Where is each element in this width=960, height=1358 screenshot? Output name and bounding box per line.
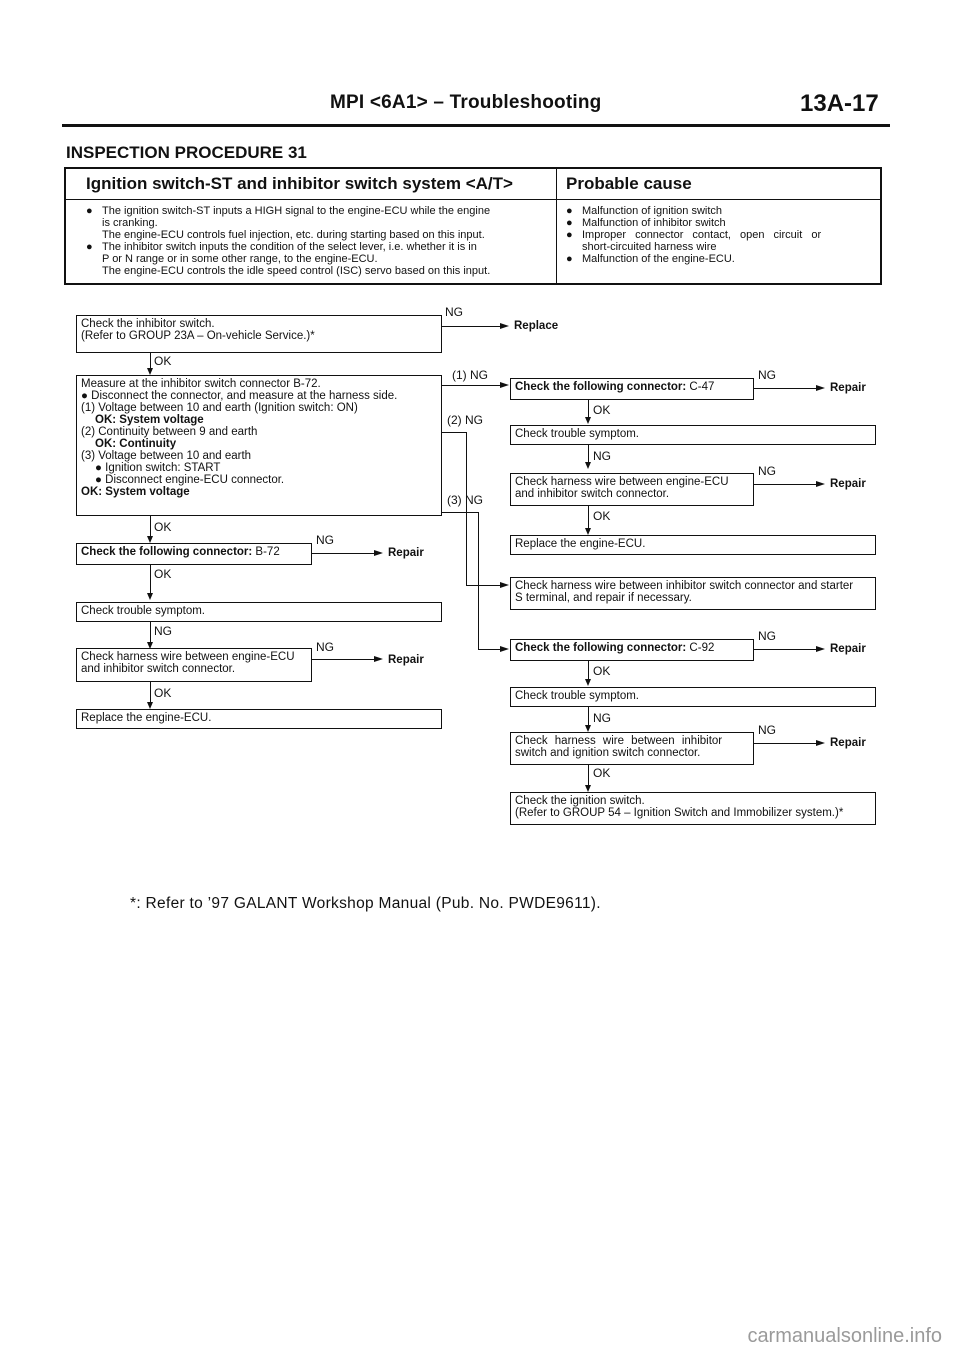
connector-line (588, 506, 589, 528)
arrow-down-icon (147, 702, 153, 709)
check-harness-inhibitor-starter-box: Check harness wire between inhibitor switch connector and starter S terminal, and repair if necessary. (510, 577, 876, 610)
bullet-icon: ● (566, 229, 573, 241)
connector-line (150, 353, 151, 368)
arrow-down-icon (147, 593, 153, 600)
repair-action: Repair (830, 478, 866, 490)
ok-label: OK (154, 520, 172, 534)
repair-action: Repair (830, 382, 866, 394)
connector-line (588, 400, 589, 417)
repair-action: Repair (830, 643, 866, 655)
repair-action: Repair (388, 654, 424, 666)
watermark: carmanualsonline.info (747, 1325, 942, 1347)
connector-line (588, 661, 589, 679)
connector-line (442, 326, 500, 327)
connector-line (312, 659, 374, 660)
arrow-right-icon (500, 582, 509, 588)
connector-line (754, 743, 816, 744)
arrow-down-icon (585, 528, 591, 535)
ok-label: OK (593, 403, 611, 417)
ng3-label: (3) NG (447, 493, 483, 507)
repair-action: Repair (388, 547, 424, 559)
connector-line (588, 765, 589, 785)
symptom-heading: Ignition switch-ST and inhibitor switch system <A/T> (86, 174, 513, 193)
connector-line (442, 432, 466, 433)
connector-line (150, 622, 151, 642)
bullet-icon: ● (566, 217, 573, 229)
ok-label: OK (154, 567, 172, 581)
connector-line (150, 516, 151, 536)
replace-ecu-box: Replace the engine-ECU. (76, 709, 442, 729)
ng2-label: (2) NG (447, 413, 483, 427)
bullet-icon: ● (566, 205, 573, 217)
connector-line (466, 585, 500, 586)
check-trouble-symptom-box: Check trouble symptom. (510, 687, 876, 707)
connector-line (312, 553, 374, 554)
check-ignition-switch-box: Check the ignition switch. (Refer to GROUP 54 – Ignition Switch and Immobilizer system.)* (510, 792, 876, 825)
repair-action: Repair (830, 737, 866, 749)
check-harness-ecu-inhibitor-box: Check harness wire between engine-ECU and inhibitor switch connector. (76, 648, 312, 682)
arrow-right-icon (816, 385, 825, 391)
ng-label: NG (154, 624, 172, 638)
arrow-right-icon (374, 550, 383, 556)
ng-label: NG (593, 711, 611, 725)
table-row-divider (66, 199, 880, 200)
procedure-title: INSPECTION PROCEDURE 31 (66, 143, 307, 162)
check-connector-c47-box: Check the following connector: C-47 (510, 378, 754, 400)
connector-line (588, 707, 589, 725)
arrow-down-icon (585, 725, 591, 732)
replace-action: Replace (514, 320, 559, 332)
connector-line (588, 445, 589, 462)
check-connector-b72-box: Check the following connector: B-72 (76, 543, 312, 565)
connector-line (754, 649, 816, 650)
arrow-right-icon (816, 481, 825, 487)
check-connector-c92-box: Check the following connector: C-92 (510, 639, 754, 661)
ng-label: NG (593, 449, 611, 463)
bullet-icon: ● (86, 205, 93, 217)
arrow-right-icon (500, 382, 509, 388)
ok-label: OK (154, 686, 172, 700)
check-trouble-symptom-box: Check trouble symptom. (76, 602, 442, 622)
arrow-right-icon (374, 656, 383, 662)
bullet-icon: ● (566, 253, 573, 265)
footnote: *: Refer to ’97 GALANT Workshop Manual (Pub. No. PWDE9611). (130, 895, 601, 912)
connector-line (150, 565, 151, 593)
ng1-label: (1) NG (452, 368, 488, 382)
arrow-down-icon (585, 785, 591, 792)
connector-line (442, 512, 478, 513)
ng-label: NG (316, 533, 334, 547)
header-rule (62, 124, 890, 127)
symptom-table: Ignition switch-ST and inhibitor switch system <A/T> Probable cause ● The ignition switch-ST inputs a HIGH signal to the engine-ECU while the engine is cranking. The engine-ECU controls fuel injection, etc. during starting based on this input. ● The inhibitor switch inputs the condition of the select lever, i.e. whether it is in P or N range or in some other range, to the engine-ECU. The engine-ECU controls the idle speed control (ISC) servo based on this input. ● Malfunction of ignition switch ● Malfunction of inhibitor switch ● Improper connector contact, open circuit or short-circuited harness wire ● Malfunction of the engine-ECU. (64, 167, 882, 285)
check-harness-ecu-inhibitor-box: Check harness wire between engine-ECU and inhibitor switch connector. (510, 473, 754, 506)
arrow-right-icon (816, 740, 825, 746)
arrow-down-icon (147, 536, 153, 543)
ok-label: OK (154, 354, 172, 368)
arrow-down-icon (585, 679, 591, 686)
connector-line (478, 512, 479, 649)
page-number: 13A-17 (800, 90, 879, 117)
ng-label: NG (758, 629, 776, 643)
measure-inhibitor-connector-box: Measure at the inhibitor switch connector B-72. ● Disconnect the connector, and measure at the harness side. (1) Voltage between 10 and earth (Ignition switch: ON) OK: System voltage (2) Continuity between 9 and earth OK: Continuity (3) Voltage between 10 and earth ● Ignition switch: START ● Disconnect engine-ECU connector. OK: System voltage (76, 375, 442, 516)
ng-label: NG (758, 464, 776, 478)
table-column-divider (556, 169, 557, 283)
ok-label: OK (593, 509, 611, 523)
check-harness-inhibitor-ignition-box: Check harness wire between inhibitor switch and ignition switch connector. (510, 732, 754, 765)
connector-line (466, 432, 467, 585)
connector-line (754, 388, 816, 389)
ng-label: NG (758, 723, 776, 737)
replace-ecu-box: Replace the engine-ECU. (510, 535, 876, 555)
ng-label: NG (316, 640, 334, 654)
connector-line (478, 649, 500, 650)
arrow-down-icon (585, 462, 591, 469)
arrow-right-icon (500, 323, 509, 329)
page-header-title: MPI <6A1> – Troubleshooting (330, 92, 602, 113)
cause-heading: Probable cause (566, 174, 692, 193)
ng-label: NG (758, 368, 776, 382)
ok-label: OK (593, 766, 611, 780)
bullet-icon: ● (86, 241, 93, 253)
ok-label: OK (593, 664, 611, 678)
check-trouble-symptom-box: Check trouble symptom. (510, 425, 876, 445)
arrow-right-icon (816, 646, 825, 652)
connector-line (442, 385, 500, 386)
ng-label: NG (445, 305, 463, 319)
connector-line (150, 682, 151, 702)
arrow-down-icon (147, 368, 153, 375)
arrow-right-icon (500, 646, 509, 652)
check-inhibitor-switch-box: Check the inhibitor switch. (Refer to GROUP 23A – On-vehicle Service.)* (76, 315, 442, 353)
arrow-down-icon (585, 417, 591, 424)
connector-line (754, 484, 816, 485)
